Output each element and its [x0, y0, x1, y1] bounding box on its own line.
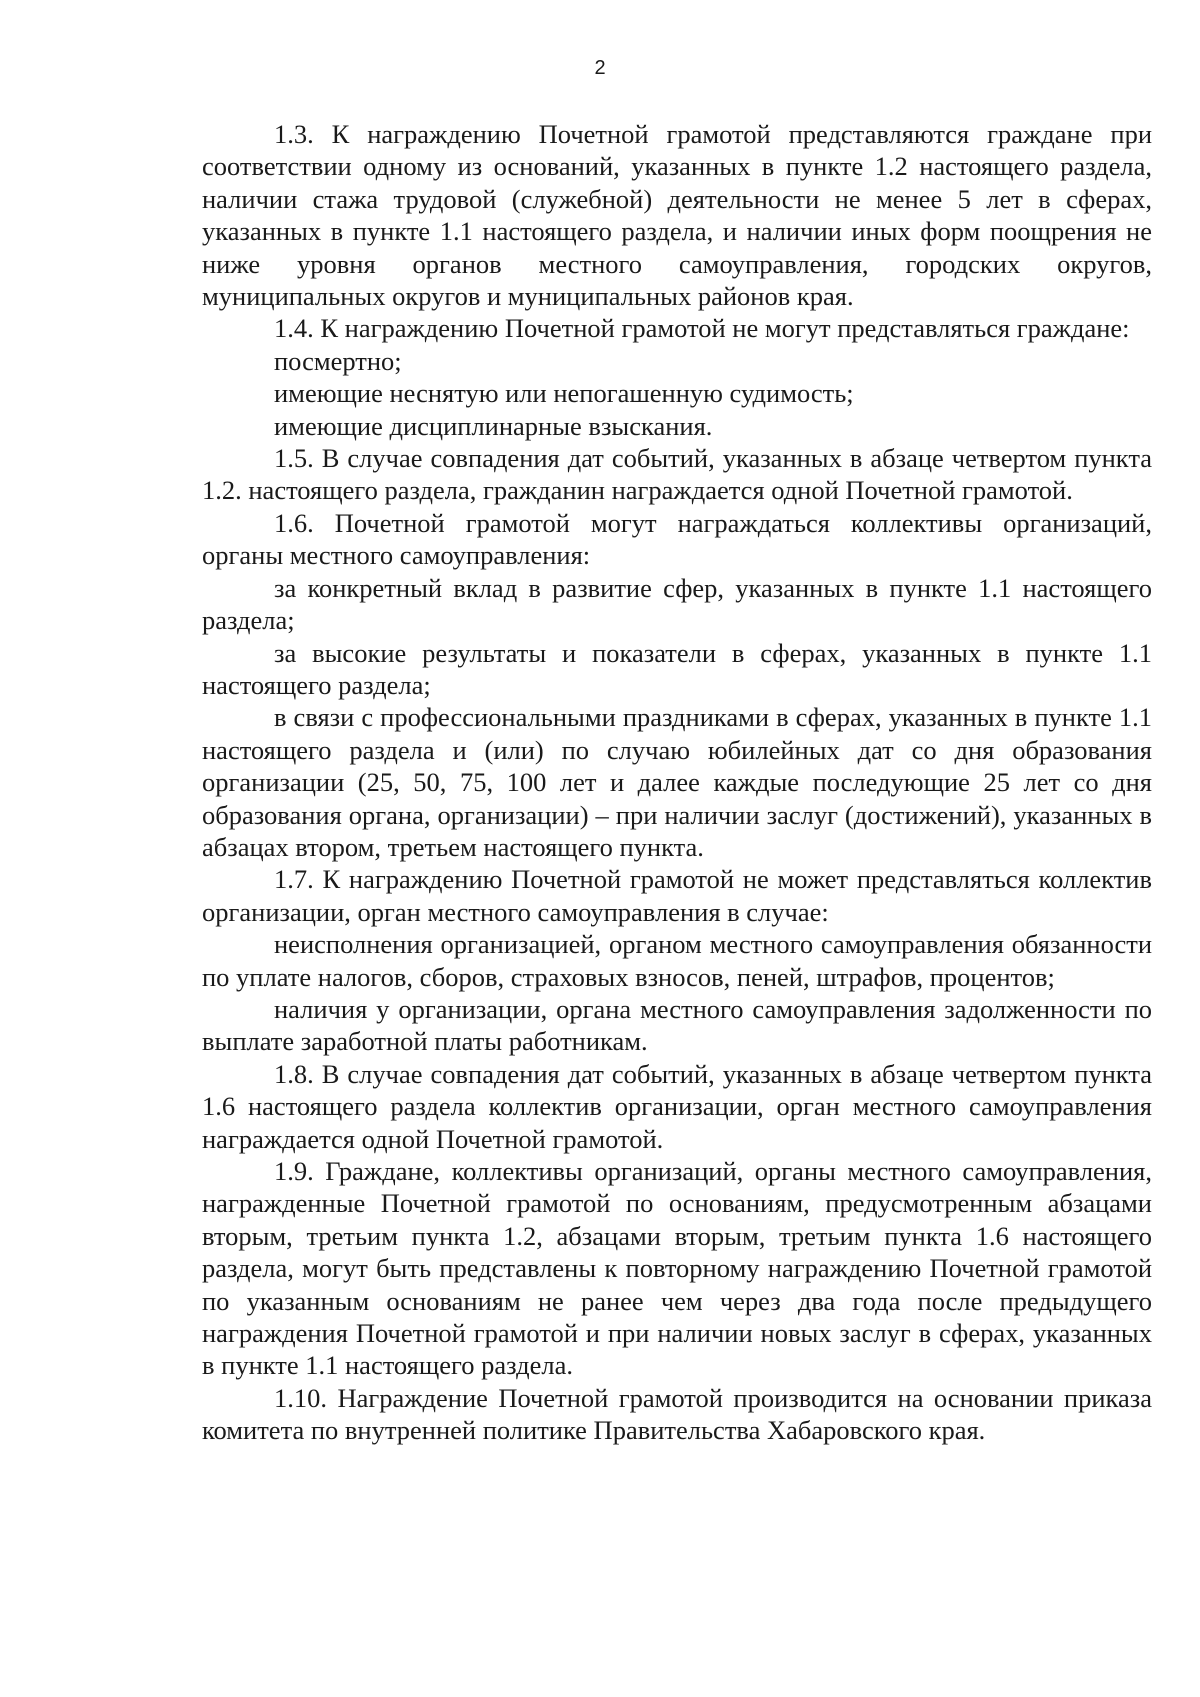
paragraph-1-5: 1.5. В случае совпадения дат событий, указанных в абзаце четвертом пункта 1.2. настоящего раздела, гражданин награждается одной Почетной грамотой.	[202, 443, 1152, 506]
list-item-salary-debt: наличия у организации, органа местного самоуправления задолженности по выплате заработной платы работникам.	[202, 993, 1152, 1057]
paragraph-1-7: 1.7. К награждению Почетной грамотой не может представляться коллектив организации, орган местного самоуправления в случае:	[202, 864, 1152, 927]
paragraph-1-10: 1.10. Награждение Почетной грамотой производится на основании приказа комитета по внутренней политике Правительства Хабаровского края.	[202, 1382, 1152, 1446]
paragraph-1-3: 1.3. К награждению Почетной грамотой представляются граждане при соответствии одному из оснований, указанных в пункте 1.2 настоящего раздела, наличии стажа трудовой (служебной) деятельности не менее 5 лет в сферах, указанных в пункте 1.1 настоящего раздела, и наличии иных форм поощрения не ниже уровня органов местного самоуправления, городских округов, муниципальных округов и муниципальных районов края.	[202, 119, 1152, 312]
paragraph-1-6: 1.6. Почетной грамотой могут награждаться коллективы организаций, органы местного самоуправления:	[202, 507, 1152, 571]
page-number: 2	[594, 57, 606, 79]
paragraph-1-8: 1.8. В случае совпадения дат событий, указанных в абзаце четвертом пункта 1.6 настоящего раздела коллектив организации, орган местного самоуправления награждается одной Почетной грамотой.	[202, 1058, 1152, 1154]
paragraph-1-4: 1.4. К награждению Почетной грамотой не могут представляться граждане:	[274, 313, 1130, 344]
list-item-posthumously: посмертно;	[274, 345, 402, 376]
list-item-results: за высокие результаты и показатели в сферах, указанных в пункте 1.1 настоящего раздела;	[202, 637, 1152, 700]
list-item-contribution: за конкретный вклад в развитие сфер, указанных в пункте 1.1 настоящего раздела;	[202, 572, 1152, 636]
paragraph-1-9: 1.9. Граждане, коллективы организаций, органы местного самоуправления, награжденные Почетной грамотой по основаниям, предусмотренным абзацами вторым, третьим пункта 1.2, абзацами вторым, третьим пункта 1.6 настоящего раздела, могут быть представлены к повторному награждению Почетной грамотой по указанным основаниям не ранее чем через два года после предыдущего награждения Почетной грамотой и при наличии новых заслуг в сферах, указанных в пункте 1.1 настоящего раздела.	[202, 1156, 1152, 1381]
list-item-taxes: неисполнения организацией, органом местного самоуправления обязанности по уплате налогов, сборов, страховых взносов, пеней, штрафов, процентов;	[202, 929, 1152, 992]
list-item-holidays: в связи с профессиональными праздниками в сферах, указанных в пункте 1.1 настоящего раздела и (или) по случаю юбилейных дат со дня образования организации (25, 50, 75, 100 лет и далее каждые последующие 25 лет со дня образования органа, организации) – при наличии заслуг (достижений), указанных в абзацах втором, третьем настоящего пункта.	[202, 702, 1152, 862]
document-body	[202, 118, 1152, 1447]
list-item-disciplinary: имеющие дисциплинарные взыскания.	[274, 410, 713, 441]
list-item-conviction: имеющие неснятую или непогашенную судимость;	[274, 378, 854, 409]
